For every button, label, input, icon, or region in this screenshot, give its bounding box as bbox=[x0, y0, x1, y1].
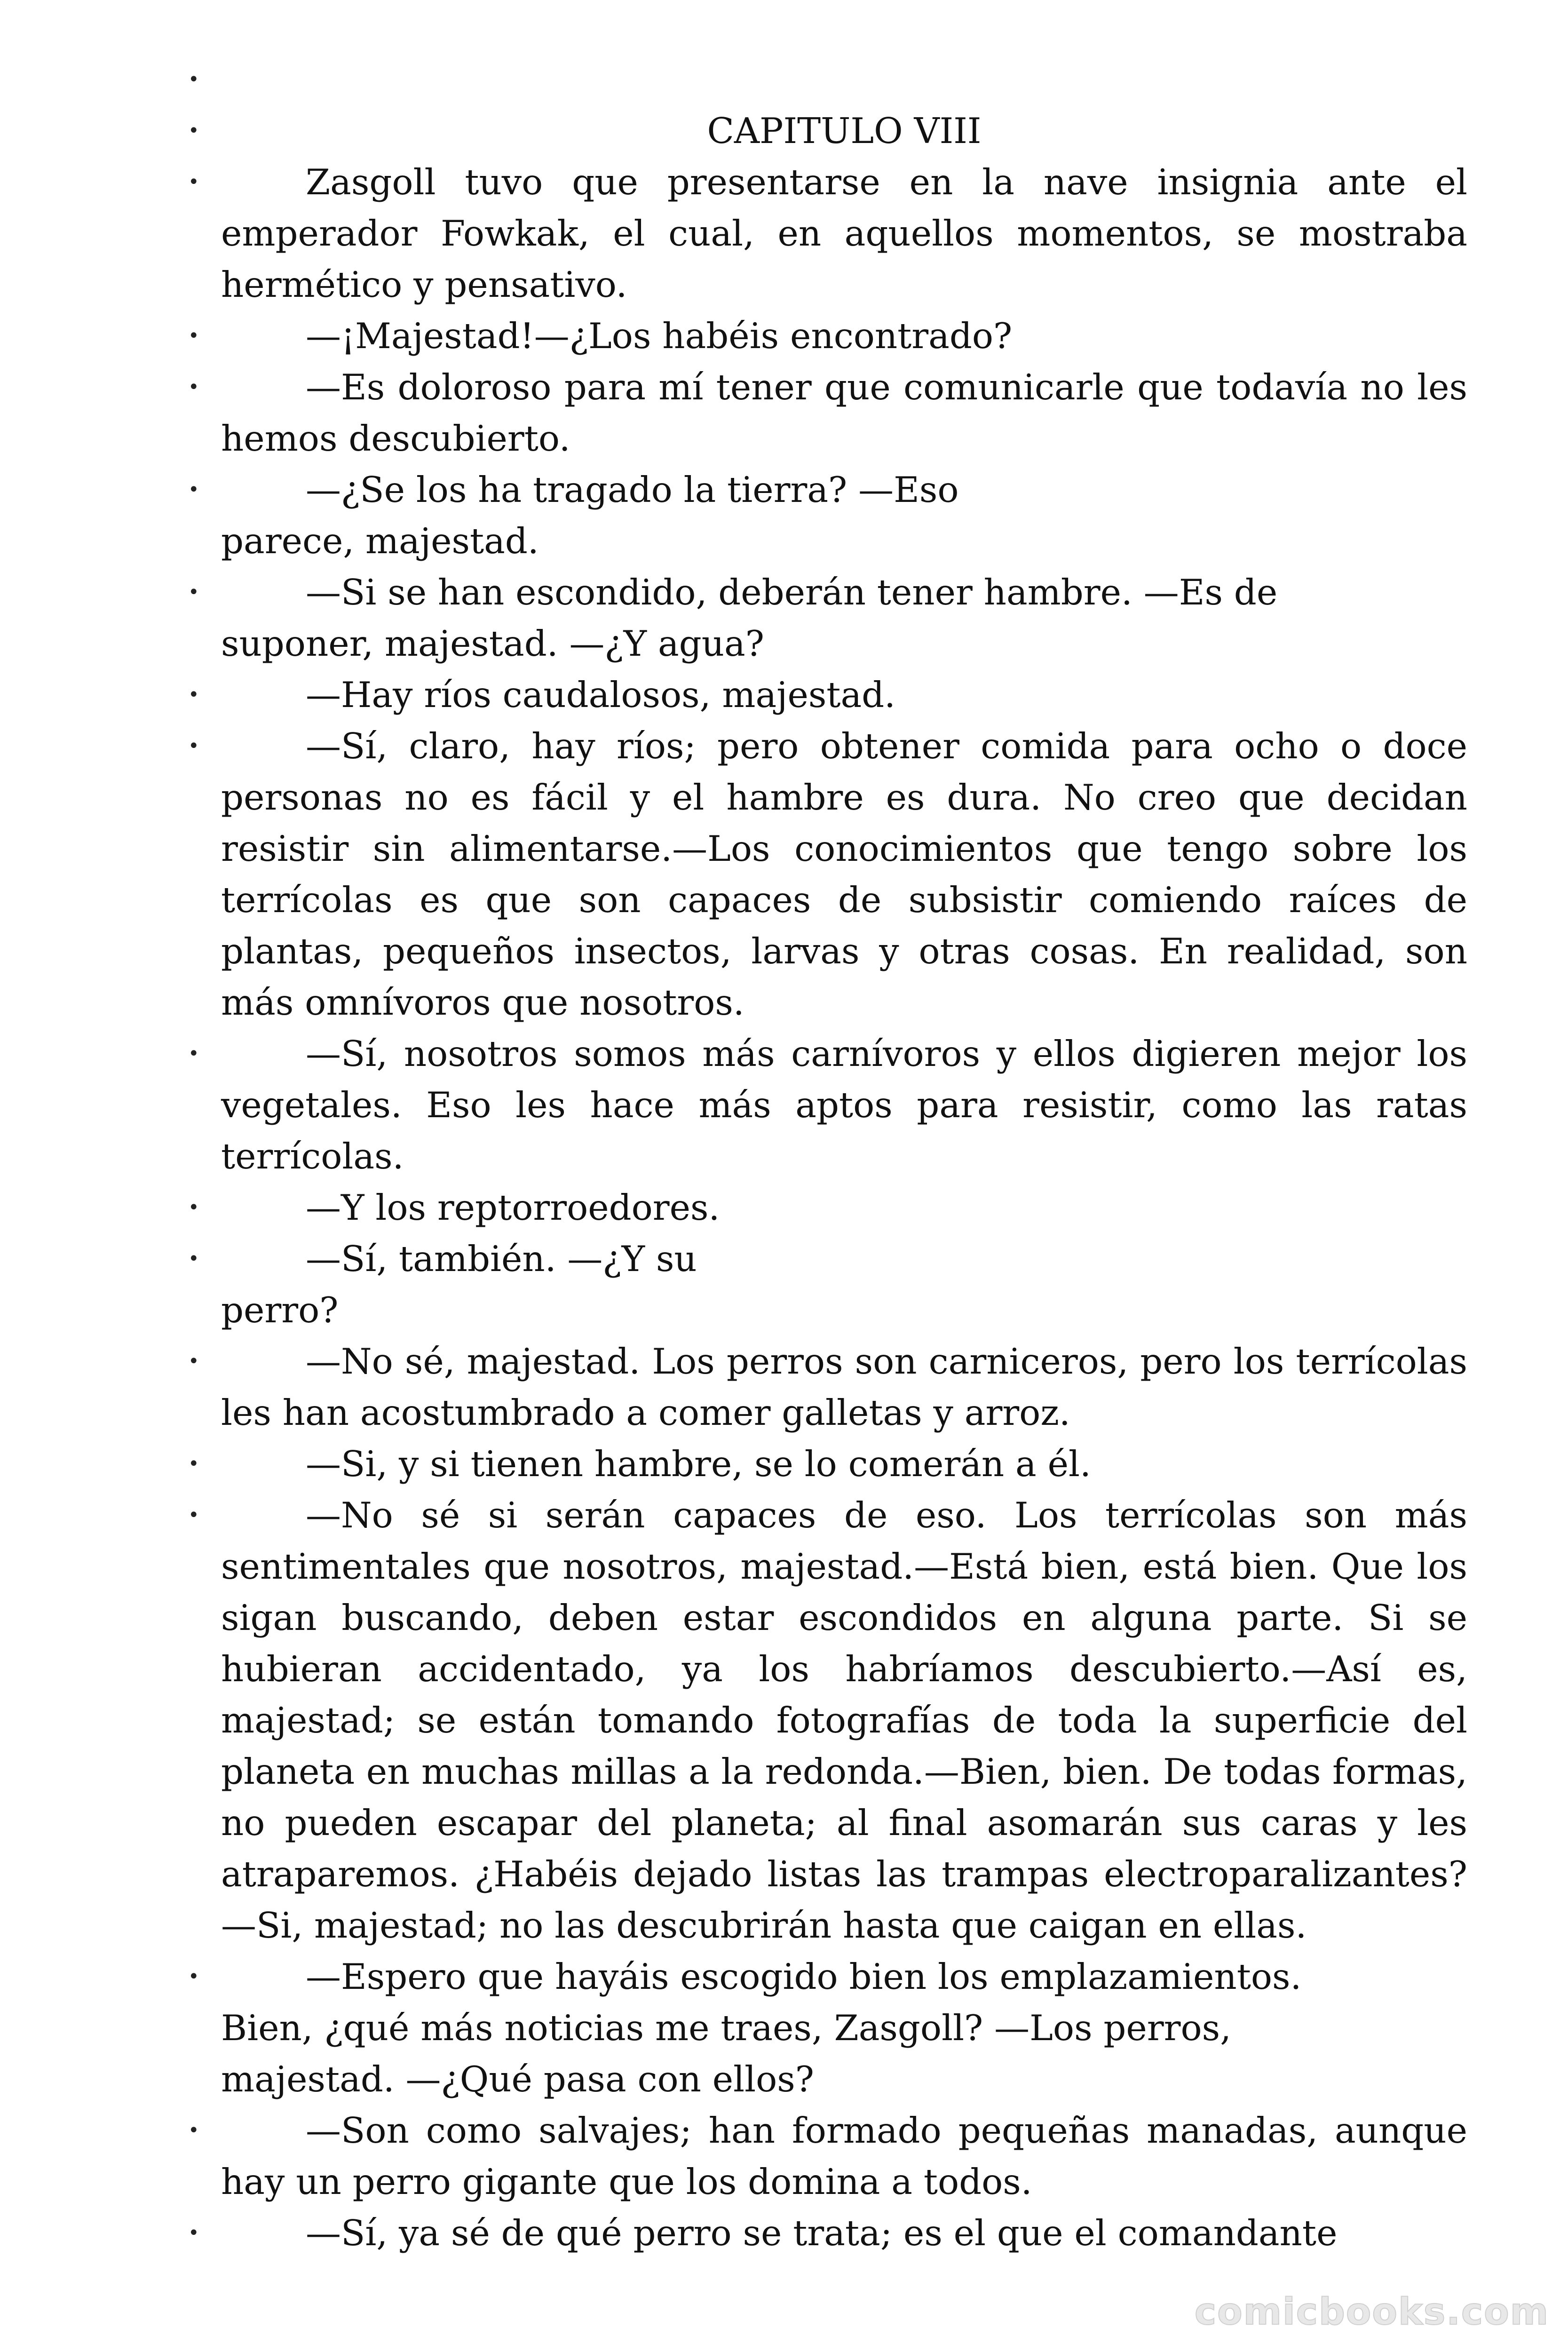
watermark: comicbooks.com bbox=[1194, 2291, 1549, 2333]
paragraph: • —Es doloroso para mí tener que comunicarle que todavía no les hemos descubierto. bbox=[221, 362, 1467, 464]
paragraph: • —No sé si serán capaces de eso. Los terrícolas son más sentimentales que nosotros, majestad.—Está bien, está bien. Que los sigan buscando, deben estar escondidos en alguna parte. Si se hubieran accidentado, ya los habríamos descubierto.—Así es, majestad; se están tomando fotografías de toda la superficie del planeta en muchas millas a la redonda.—Bien, bien. De todas formas, no pueden escapar del planeta; al final asomarán sus caras y les atraparemos. ¿Habéis dejado listas las trampas electroparalizantes?—Si, majestad; no las descubrirán hasta que caigan en ellas. bbox=[221, 1490, 1467, 1951]
paragraph: • Zasgoll tuvo que presentarse en la nave insignia ante el emperador Fowkak, el cual, en aquellos momentos, se mostraba hermético y pensativo. bbox=[221, 157, 1467, 310]
paragraph: • —Sí, ya sé de qué perro se trata; es el que el comandante bbox=[221, 2208, 1467, 2259]
paragraph: • —No sé, majestad. Los perros son carniceros, pero los terrícolas les han acostumbrado a comer galletas y arroz. bbox=[221, 1336, 1467, 1438]
chapter-title: • CAPITULO VIII bbox=[221, 105, 1467, 157]
paragraph: • —Espero que hayáis escogido bien los emplazamientos. Bien, ¿qué más noticias me traes, Zasgoll? —Los perros, majestad. —¿Qué pasa con ellos? bbox=[221, 1951, 1467, 2105]
paragraph: • —Si se han escondido, deberán tener hambre. —Es de suponer, majestad. —¿Y agua? bbox=[221, 567, 1467, 669]
paragraph: • —Y los reptorroedores. bbox=[221, 1182, 1467, 1233]
empty-bullet bbox=[221, 54, 1467, 105]
paragraph: • —Sí, nosotros somos más carnívoros y ellos digieren mejor los vegetales. Eso les hace más aptos para resistir, como las ratas terrícolas. bbox=[221, 1028, 1467, 1182]
paragraph: • —¿Se los ha tragado la tierra? —Eso parece, majestad. bbox=[221, 464, 1467, 567]
paragraph: • —Hay ríos caudalosos, majestad. bbox=[221, 669, 1467, 721]
paragraph: • —Si, y si tienen hambre, se lo comerán a él. bbox=[221, 1438, 1467, 1490]
paragraph: • —Sí, claro, hay ríos; pero obtener comida para ocho o doce personas no es fácil y el hambre es dura. No creo que decidan resistir sin alimentarse.—Los conocimientos que tengo sobre los terrícolas es que son capaces de subsistir comiendo raíces de plantas, pequeños insectos, larvas y otras cosas. En realidad, son más omnívoros que nosotros. bbox=[221, 721, 1467, 1028]
paragraph: • —Sí, también. —¿Y su perro? bbox=[221, 1233, 1467, 1336]
paragraph: • —¡Majestad!—¿Los habéis encontrado? bbox=[221, 310, 1467, 362]
paragraph: • —Son como salvajes; han formado pequeñas manadas, aunque hay un perro gigante que los domina a todos. bbox=[221, 2105, 1467, 2208]
text-list bbox=[221, 54, 1467, 2259]
